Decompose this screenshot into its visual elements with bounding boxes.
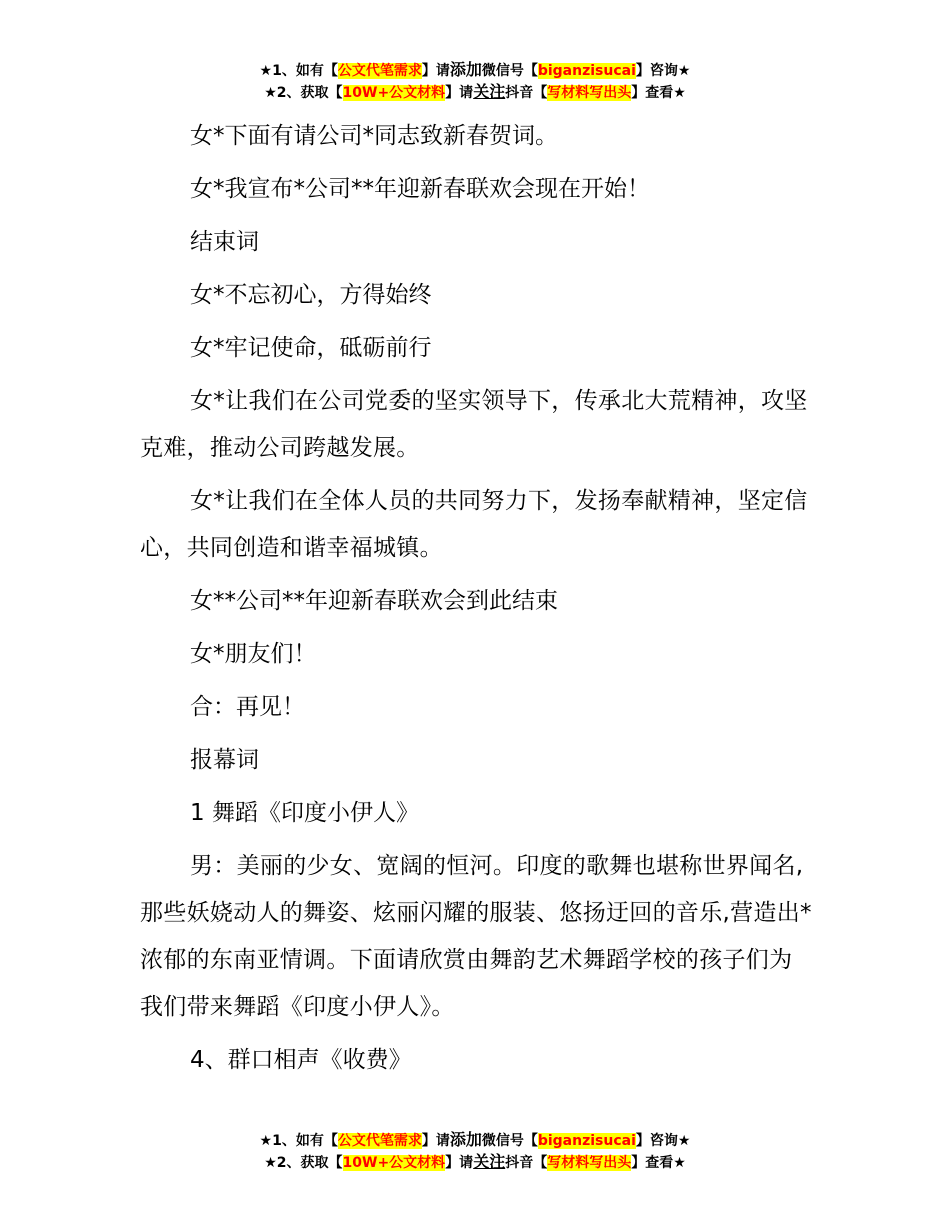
footer-text: 】请	[421, 1133, 450, 1149]
header-text: 】请	[445, 85, 474, 101]
header-text: 抖音【	[505, 85, 548, 101]
footer-text: 2、获取【	[276, 1155, 343, 1171]
paragraph: 女*朋友们！	[190, 641, 317, 667]
douyin-account: 写材料写出头	[547, 85, 632, 101]
paragraph: 女*我宣布*公司**年迎新春联欢会现在开始！	[190, 176, 650, 202]
paragraph: 女*让我们在全体人员的共同努力下，发扬奉献精神，坚定信心，共同创造和谐幸福城镇。	[140, 488, 808, 561]
star-icon: ★	[259, 63, 273, 79]
star-icon: ★	[259, 1133, 273, 1149]
program-item: 4、群口相声《收费》	[190, 1047, 412, 1073]
header-line-2	[0, 81, 950, 104]
star-icon: ★	[677, 1133, 691, 1149]
highlight-text: 10W+公文材料	[342, 85, 446, 101]
section-heading: 报幕词	[190, 747, 259, 773]
header-text: 】咨询	[635, 63, 678, 79]
paragraph: 男：美丽的少女、宽阔的恒河。印度的歌舞也堪称世界闻名,那些妖娆动人的舞姿、炫丽闪耀的服装、悠扬迂回的音乐,营造出*浓郁的东南亚情调。下面请欣赏由舞韵艺术舞蹈学校的孩子们为我们带来舞蹈《印度小伊人》。	[140, 853, 812, 1020]
footer-line-2	[0, 1151, 950, 1174]
footer-text: 】请	[445, 1155, 474, 1171]
footer-text: 微信号【	[481, 1133, 538, 1149]
emphasis-text: 关注	[473, 1152, 506, 1171]
douyin-account: 写材料写出头	[547, 1155, 632, 1171]
paragraph: 女*下面有请公司*同志致新春贺词。	[190, 123, 558, 149]
footer-text: 】查看	[631, 1155, 674, 1171]
star-icon: ★	[264, 85, 277, 101]
footer-text: 1、如有【	[272, 1133, 338, 1149]
paragraph: 女*牢记使命，砥砺前行	[190, 335, 432, 361]
wechat-id: biganzisucai	[537, 63, 636, 79]
highlight-text: 公文代笔需求	[337, 1133, 422, 1149]
wechat-id: biganzisucai	[537, 1133, 636, 1149]
star-icon: ★	[673, 1155, 686, 1171]
footer-text: 抖音【	[505, 1155, 548, 1171]
highlight-text: 10W+公文材料	[342, 1155, 446, 1171]
program-item: 1 舞蹈《印度小伊人》	[190, 800, 419, 826]
paragraph: 女*让我们在公司党委的坚实领导下，传承北大荒精神，攻坚克难，推动公司跨越发展。	[140, 388, 808, 461]
paragraph: 合：再见！	[190, 694, 305, 720]
footer-line-1	[0, 1129, 950, 1152]
header-text: 】查看	[631, 85, 674, 101]
star-icon: ★	[673, 85, 686, 101]
paragraph: 女*不忘初心，方得始终	[190, 282, 432, 308]
star-icon: ★	[264, 1155, 277, 1171]
emphasis-text: 添加	[449, 1130, 482, 1149]
footer-text: 】咨询	[635, 1133, 678, 1149]
emphasis-text: 关注	[473, 82, 506, 101]
paragraph: 女**公司**年迎新春联欢会到此结束	[190, 588, 558, 614]
star-icon: ★	[677, 63, 691, 79]
emphasis-text: 添加	[449, 60, 482, 79]
header-text: 】请	[421, 63, 450, 79]
header-text: 微信号【	[481, 63, 538, 79]
section-heading: 结束词	[190, 229, 259, 255]
highlight-text: 公文代笔需求	[337, 63, 422, 79]
document-body	[140, 113, 812, 1090]
header-text: 1、如有【	[272, 63, 338, 79]
header-text: 2、获取【	[276, 85, 343, 101]
header-line-1	[0, 59, 950, 82]
